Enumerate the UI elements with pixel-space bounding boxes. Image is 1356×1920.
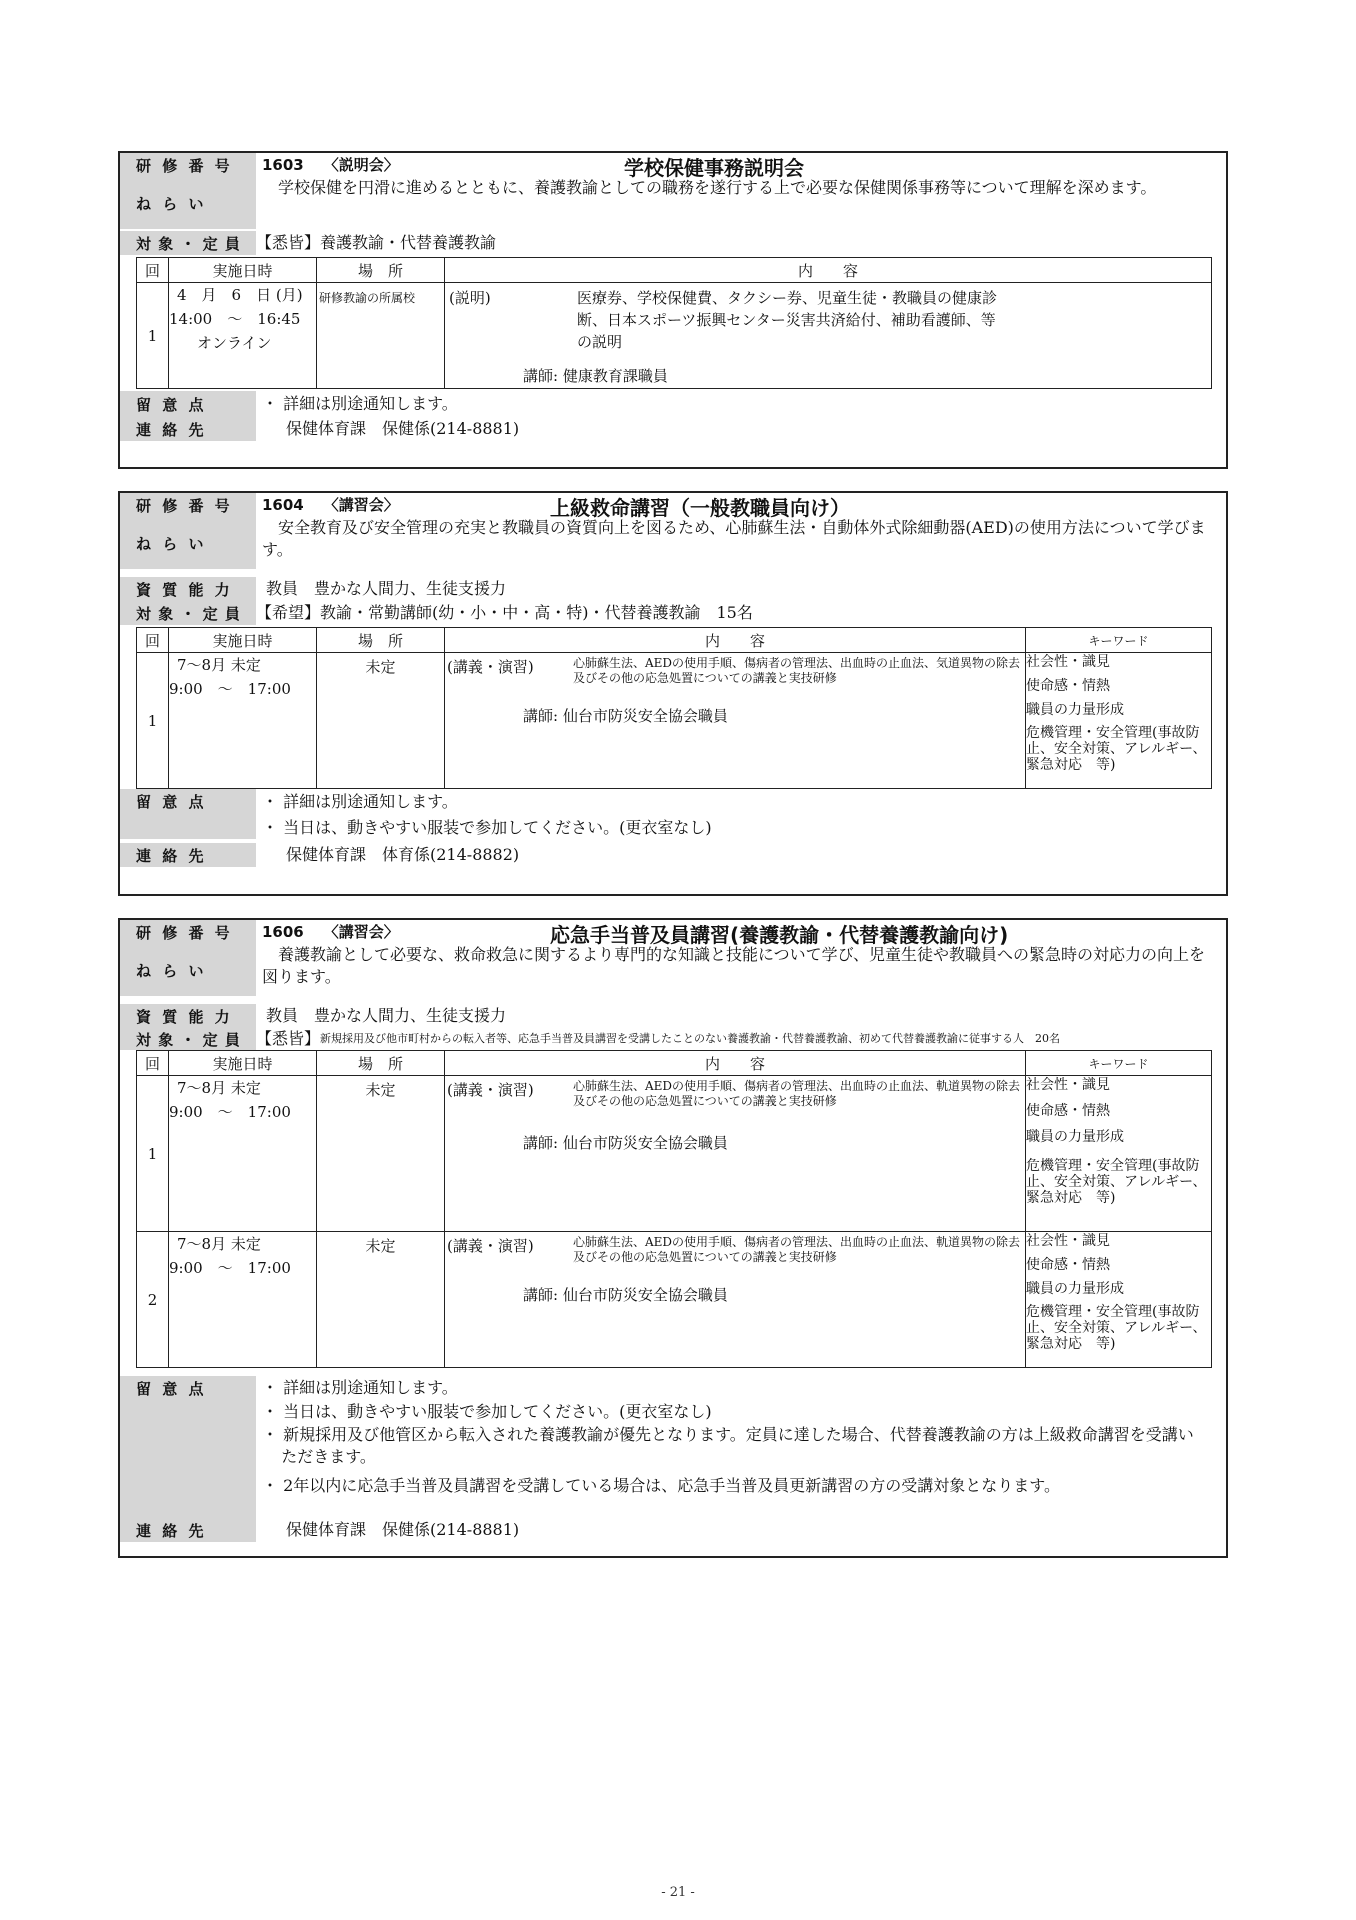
row-content: 心肺蘇生法、AEDの使用手順、傷病者の管理法、出血時の止血法、軌道異物の除去及びその他の応急処置についての講義と実技研修 xyxy=(573,1079,1021,1108)
row-datetime xyxy=(169,653,317,789)
notes-label: 留 意 点 xyxy=(120,1376,256,1518)
section-1603 xyxy=(118,151,1228,469)
aim-text: 学校保健を円滑に進めるとともに、養護教諭としての職務を遂行する上で必要な保健関係事務等について理解を深めます。 xyxy=(278,178,1157,197)
contact-label: 連 絡 先 xyxy=(120,417,256,441)
row-time: 14:00 ～ 16:45 xyxy=(169,310,301,328)
target-row xyxy=(120,231,1226,255)
section-1606 xyxy=(118,918,1228,1558)
course-type: 〈講習会〉 xyxy=(323,496,399,514)
course-type: 〈講習会〉 xyxy=(323,923,399,941)
row-time: 9:00 ～ 17:00 xyxy=(169,680,291,698)
aim-text: 養護教諭として必要な、救命救急に関するより専門的な知識と技能について学び、児童生徒や教職員への緊急時の対応力の向上を図ります。 xyxy=(262,945,1206,986)
row-place: 未定 xyxy=(317,1076,445,1232)
ability-text: 教員 豊かな人間力、生徒支援力 xyxy=(266,579,507,598)
note-item: ・ 詳細は別途通知します。 xyxy=(262,394,458,413)
keyword-item: 社会性・識見 xyxy=(1026,654,1110,670)
course-title: 上級救命講習（一般教職員向け） xyxy=(550,496,850,520)
target-label: 対 象 ・ 定 員 xyxy=(120,601,256,625)
target-text: 【希望】教諭・常勤講師(幼・小・中・高・特)・代替養護教諭 15名 xyxy=(256,603,753,622)
number-label: 研 修 番 号 xyxy=(120,493,256,517)
row-time: 9:00 ～ 17:00 xyxy=(169,1103,291,1121)
keyword-item: 危機管理・安全管理(事故防止、安全対策、アレルギー、緊急対応 等) xyxy=(1026,725,1207,773)
header-content: 内 容 xyxy=(445,258,1212,283)
target-tag: 【悉皆】 xyxy=(256,1029,321,1048)
section-1604 xyxy=(118,491,1228,896)
row-lecturer: 講師: 仙台市防災安全協会職員 xyxy=(523,1286,728,1304)
note-item: ・ 詳細は別途通知します。 xyxy=(262,1378,458,1397)
aim-row xyxy=(120,177,1226,229)
keyword-item: 危機管理・安全管理(事故防止、安全対策、アレルギー、緊急対応 等) xyxy=(1026,1304,1207,1352)
ability-label: 資 質 能 力 xyxy=(120,1004,256,1028)
header-date: 実施日時 xyxy=(169,628,317,653)
row-kind: (講義・演習) xyxy=(447,1081,534,1099)
keyword-item: 社会性・識見 xyxy=(1026,1233,1110,1249)
row-place: 未定 xyxy=(317,1232,445,1368)
note-item: ・ 新規採用及び他管区から転入された養護教諭が優先となります。定員に達した場合、代替養護教諭の方は上級救命講習を受講いただきます。 xyxy=(262,1425,1194,1466)
contact-label: 連 絡 先 xyxy=(120,1518,256,1542)
header-no: 回 xyxy=(137,628,169,653)
row-date: 4 月 6 日 (月) xyxy=(177,286,303,304)
aim-label: ね ら い xyxy=(120,517,256,569)
course-title: 応急手当普及員講習(養護教諭・代替養護教諭向け) xyxy=(550,923,1009,947)
header-content: 内 容 xyxy=(445,1051,1026,1076)
row-no: 1 xyxy=(137,1076,169,1232)
keyword-item: 危機管理・安全管理(事故防止、安全対策、アレルギー、緊急対応 等) xyxy=(1026,1158,1207,1206)
contact-row xyxy=(120,417,1226,441)
header-content: 内 容 xyxy=(445,628,1026,653)
table-row xyxy=(137,653,1212,789)
note-item: ・ 詳細は別途通知します。 xyxy=(262,792,458,811)
note-item: ・ 当日は、動きやすい服装で参加してください。(更衣室なし) xyxy=(262,818,712,837)
notes-label: 留 意 点 xyxy=(120,789,256,839)
header-place: 場 所 xyxy=(317,1051,445,1076)
notes-list xyxy=(256,1376,1202,1498)
keyword-item: 職員の力量形成 xyxy=(1026,1281,1124,1297)
row-datetime xyxy=(169,283,317,389)
notes-row xyxy=(120,391,1226,417)
note-item: ・ 2年以内に応急手当普及員講習を受講している場合は、応急手当普及員更新講習の方の受講対象となります。 xyxy=(262,1476,1060,1495)
target-row xyxy=(120,601,1226,625)
row-content-cell xyxy=(445,1232,1026,1368)
table-row xyxy=(137,283,1212,389)
row-kind: (講義・演習) xyxy=(447,658,534,676)
row-content: 心肺蘇生法、AEDの使用手順、傷病者の管理法、出血時の止血法、気道異物の除去及びその他の応急処置についての講義と実技研修 xyxy=(573,656,1021,685)
row-place: 研修教諭の所属校 xyxy=(317,283,445,389)
header-no: 回 xyxy=(137,1051,169,1076)
number-label: 研 修 番 号 xyxy=(120,153,256,177)
header-place: 場 所 xyxy=(317,258,445,283)
contact-label: 連 絡 先 xyxy=(120,843,256,867)
schedule-table xyxy=(136,257,1212,389)
aim-text: 安全教育及び安全管理の充実と教職員の資質向上を図るため、心肺蘇生法・自動体外式除細動器(AED)の使用方法について学びます。 xyxy=(262,518,1206,559)
contact-row xyxy=(120,1518,1226,1542)
contact-row xyxy=(120,843,1226,867)
target-label: 対 象 ・ 定 員 xyxy=(120,1028,256,1050)
aim-label: ね ら い xyxy=(120,944,256,996)
row-kind: (講義・演習) xyxy=(447,1237,534,1255)
keyword-item: 使命感・情熱 xyxy=(1026,1103,1110,1119)
target-text: 新規採用及び他市町村からの転入者等、応急手当普及員講習を受講したことのない養護教諭・代替養護教諭、初めて代替養護教諭に従事する人 20名 xyxy=(320,1032,1061,1045)
keyword-item: 使命感・情熱 xyxy=(1026,678,1110,694)
row-no: 2 xyxy=(137,1232,169,1368)
row-keywords xyxy=(1026,653,1212,789)
number-label: 研 修 番 号 xyxy=(120,920,256,944)
page-number: - 21 - xyxy=(661,1885,695,1900)
ability-label: 資 質 能 力 xyxy=(120,577,256,601)
notes-row xyxy=(120,1376,1226,1518)
row-kind: (説明) xyxy=(449,289,491,307)
row-content-cell xyxy=(445,283,1212,389)
row-date: 7～8月 未定 xyxy=(177,656,261,674)
header-date: 実施日時 xyxy=(169,258,317,283)
target-text: 【悉皆】養護教諭・代替養護教諭 xyxy=(256,233,497,252)
row-keywords xyxy=(1026,1232,1212,1368)
row-no: 1 xyxy=(137,653,169,789)
row-keywords xyxy=(1026,1076,1212,1232)
course-number: 1603 xyxy=(262,156,304,174)
aim-row xyxy=(120,944,1226,996)
row-content-cell xyxy=(445,653,1026,789)
table-row xyxy=(137,1076,1212,1232)
contact-text: 保健体育課 体育係(214-8882) xyxy=(286,845,520,864)
row-content: 心肺蘇生法、AEDの使用手順、傷病者の管理法、出血時の止血法、軌道異物の除去及びその他の応急処置についての講義と実技研修 xyxy=(573,1235,1021,1264)
schedule-table xyxy=(136,1050,1212,1368)
header-keyword: キーワード xyxy=(1026,1051,1212,1076)
row-place: 未定 xyxy=(317,653,445,789)
row-lecturer: 講師: 仙台市防災安全協会職員 xyxy=(523,1134,728,1152)
ability-row xyxy=(120,577,1226,601)
keyword-item: 職員の力量形成 xyxy=(1026,1129,1124,1145)
row-lecturer: 講師: 健康教育課職員 xyxy=(523,367,668,385)
ability-row xyxy=(120,1004,1226,1028)
course-number: 1604 xyxy=(262,496,304,514)
ability-text: 教員 豊かな人間力、生徒支援力 xyxy=(266,1006,507,1025)
course-title: 学校保健事務説明会 xyxy=(624,156,804,180)
note-item: ・ 当日は、動きやすい服装で参加してください。(更衣室なし) xyxy=(262,1402,712,1421)
row-no: 1 xyxy=(137,283,169,389)
target-row xyxy=(120,1028,1226,1050)
schedule-table xyxy=(136,627,1212,789)
row-datetime xyxy=(169,1232,317,1368)
keyword-item: 職員の力量形成 xyxy=(1026,702,1124,718)
contact-text: 保健体育課 保健係(214-8881) xyxy=(286,419,520,438)
row-content-cell xyxy=(445,1076,1026,1232)
header-keyword: キーワード xyxy=(1026,628,1212,653)
keyword-item: 使命感・情熱 xyxy=(1026,1257,1110,1273)
row-datetime xyxy=(169,1076,317,1232)
header-place: 場 所 xyxy=(317,628,445,653)
row-date: 7～8月 未定 xyxy=(177,1235,261,1253)
header-no: 回 xyxy=(137,258,169,283)
aim-label: ね ら い xyxy=(120,177,256,229)
row-content: 医療券、学校保健費、タクシー券、児童生徒・教職員の健康診断、日本スポーツ振興センター災害共済給付、補助看護師、等の説明 xyxy=(577,289,998,351)
table-row xyxy=(137,1232,1212,1368)
course-number: 1606 xyxy=(262,923,304,941)
course-type: 〈説明会〉 xyxy=(323,156,399,174)
row-lecturer: 講師: 仙台市防災安全協会職員 xyxy=(523,707,728,725)
header-date: 実施日時 xyxy=(169,1051,317,1076)
contact-text: 保健体育課 保健係(214-8881) xyxy=(286,1520,520,1539)
row-date: 7～8月 未定 xyxy=(177,1079,261,1097)
target-label: 対 象 ・ 定 員 xyxy=(120,231,256,255)
row-mode: オンライン xyxy=(197,334,272,352)
keyword-item: 社会性・識見 xyxy=(1026,1077,1110,1093)
row-time: 9:00 ～ 17:00 xyxy=(169,1259,291,1277)
notes-label: 留 意 点 xyxy=(120,391,256,417)
aim-row xyxy=(120,517,1226,569)
notes-list xyxy=(256,789,712,841)
